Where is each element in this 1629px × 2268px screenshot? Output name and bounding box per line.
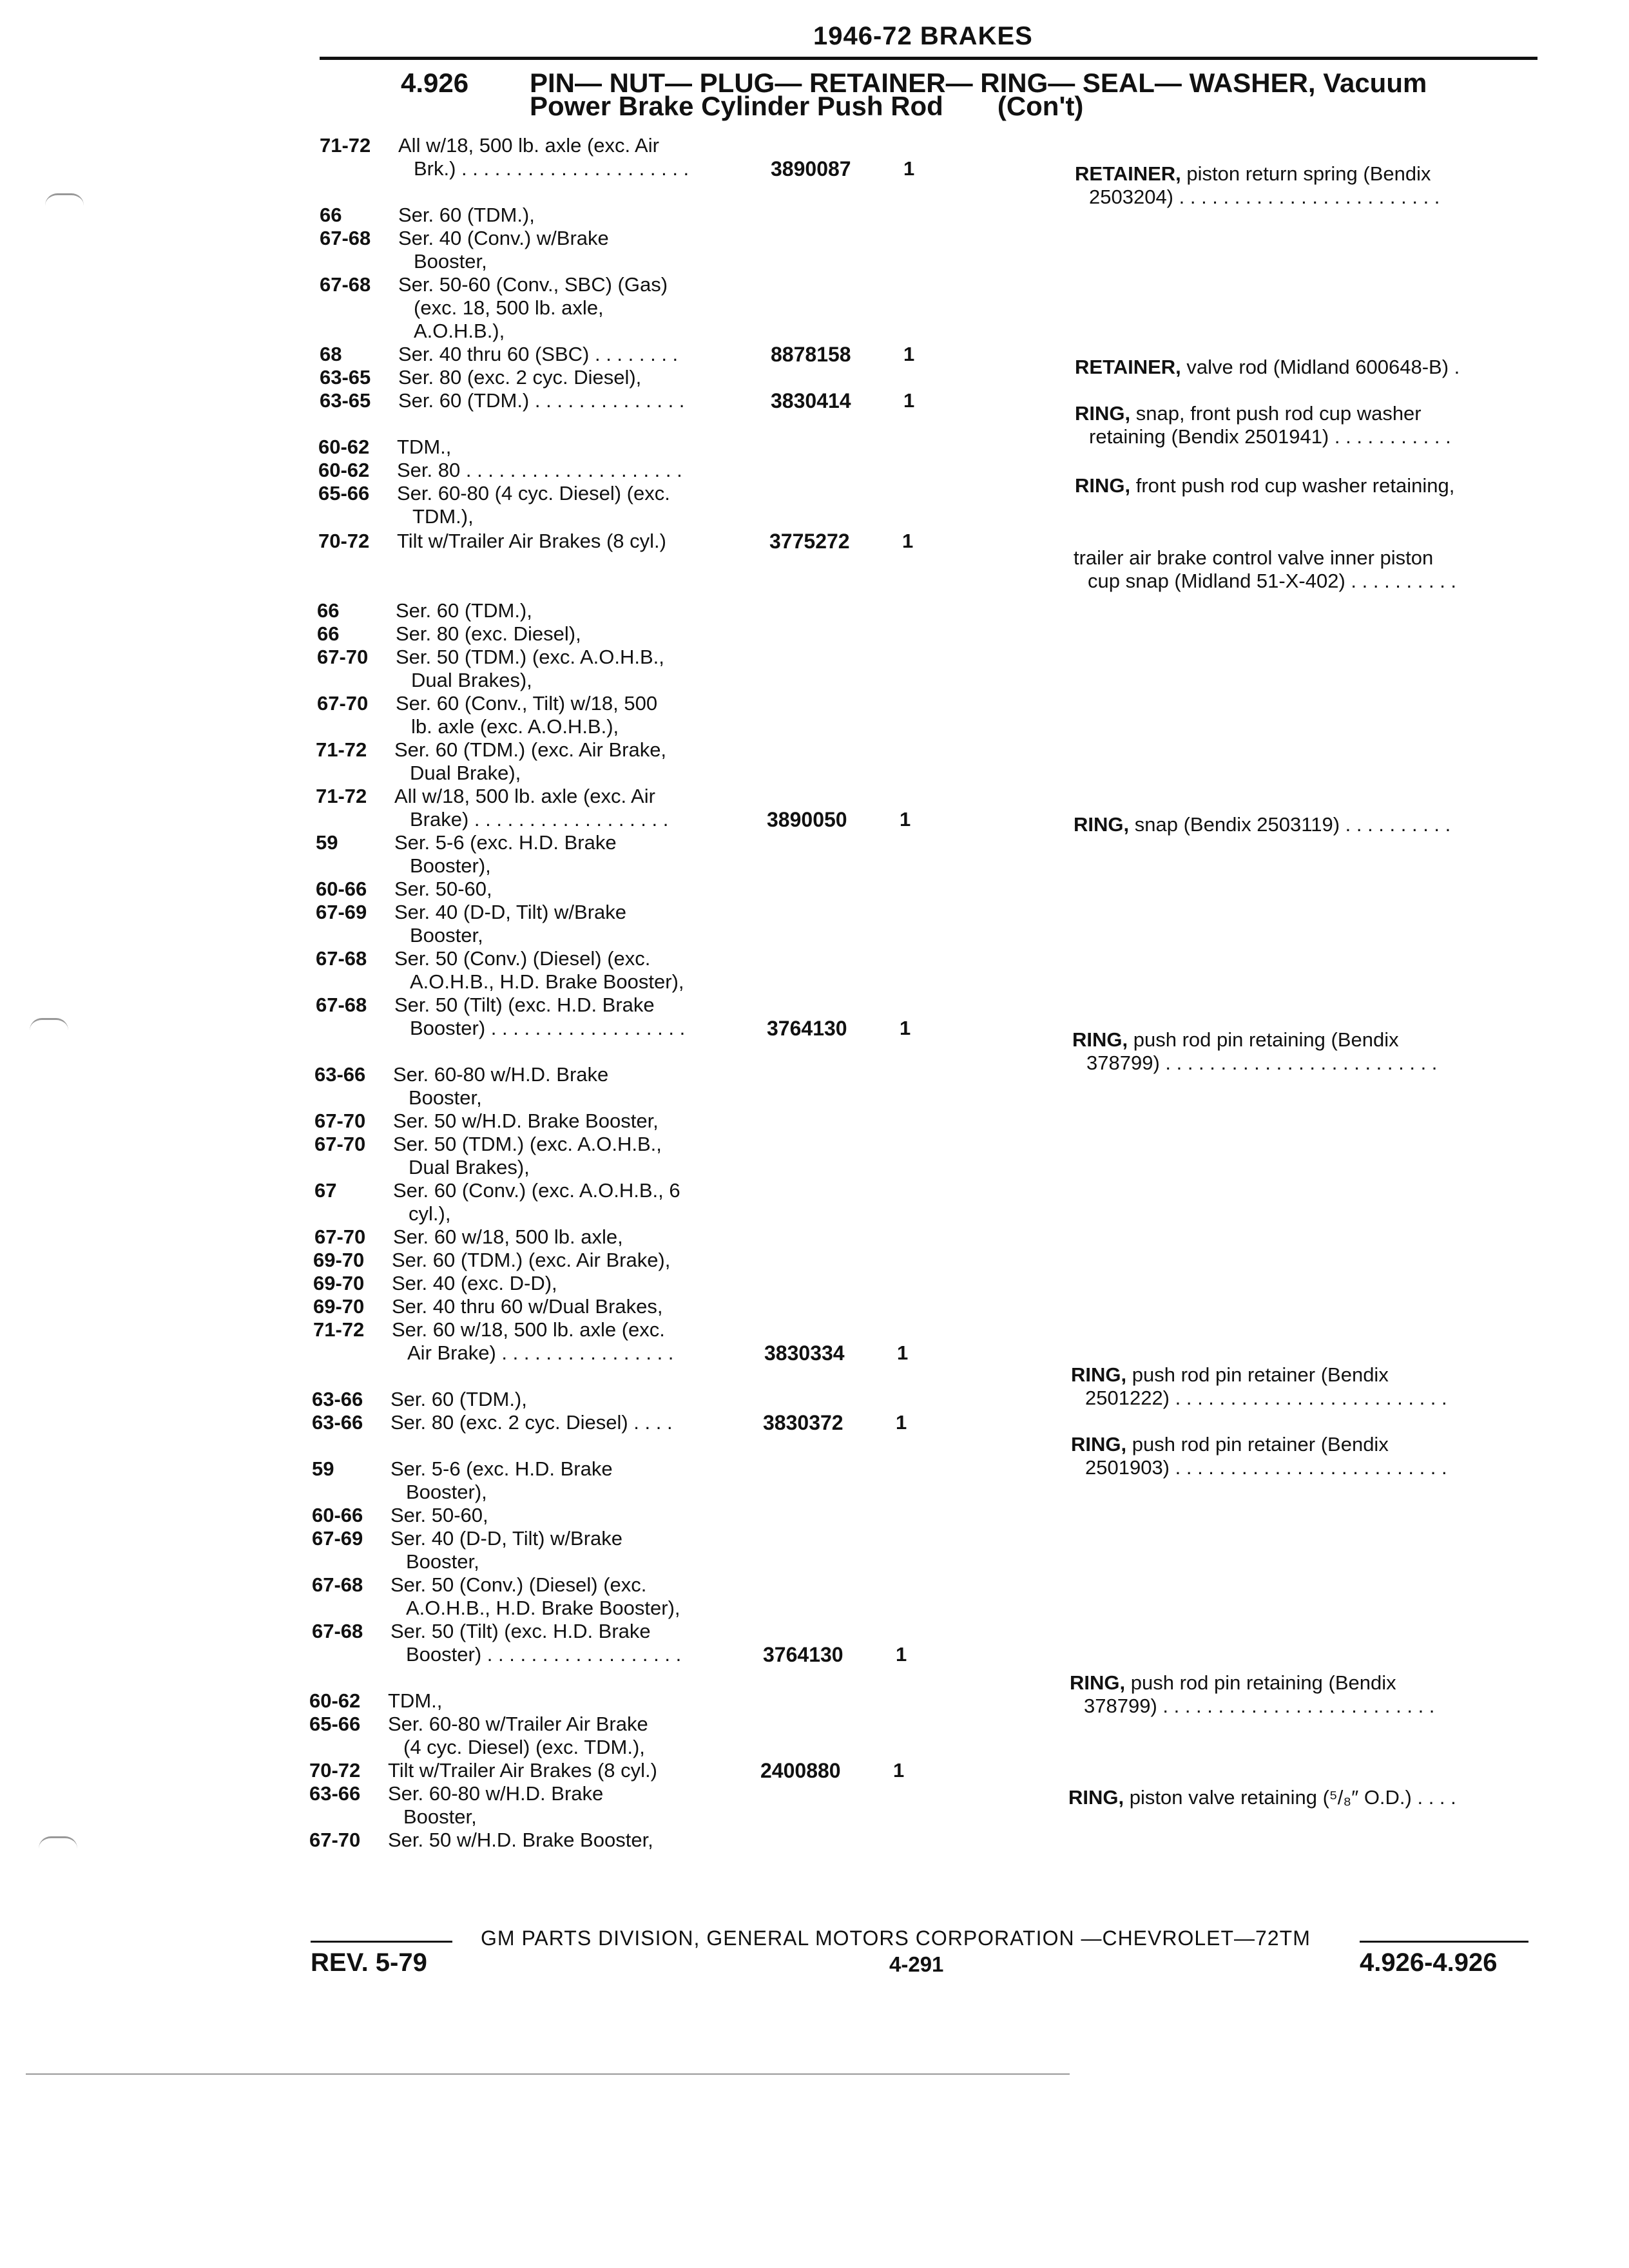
application-description [390, 1504, 488, 1527]
scan-artifact-line [26, 2073, 1070, 2075]
part-description-line: 378799) . . . . . . . . . . . . . . . . . . . . . . . . . [1086, 1052, 1438, 1074]
application-description [394, 785, 668, 831]
application-description [390, 1457, 613, 1504]
application-description-line: Ser. 40 (Conv.) w/Brake [398, 227, 609, 249]
application-description [388, 1782, 603, 1829]
application-description-line: (4 cyc. Diesel) (exc. TDM.), [403, 1736, 645, 1758]
part-description-first-line [1068, 1786, 1456, 1809]
application-description-line: Ser. 40 (D-D, Tilt) w/Brake [394, 901, 627, 923]
application-description [390, 1527, 622, 1573]
part-name: RING, [1070, 1671, 1126, 1694]
application-description [393, 1063, 608, 1110]
part-description-line: snap, front push rod cup washer [1135, 402, 1422, 425]
application-description-line: All w/18, 500 lb. axle (exc. Air [394, 785, 655, 807]
section-range: 4.926-4.926 [1360, 1948, 1498, 1977]
model-years: 67-68 [312, 1573, 363, 1596]
application-description-line: Ser. 60 (TDM.) (exc. Air Brake, [394, 738, 667, 761]
part-description-line: 2503204) . . . . . . . . . . . . . . . . . . . . . . . . [1089, 186, 1440, 208]
part-description [1075, 474, 1454, 497]
application-description-line: Ser. 80 (exc. 2 cyc. Diesel), [398, 366, 642, 389]
model-years: 59 [316, 831, 338, 854]
model-years: 67-68 [316, 947, 367, 970]
application-description-line: Air Brake) . . . . . . . . . . . . . . . . [407, 1341, 674, 1364]
application-description-line: Booster, [410, 924, 483, 947]
model-years: 63-65 [320, 366, 371, 389]
application-description [398, 366, 641, 389]
part-description-line: push rod pin retainer (Bendix [1132, 1433, 1389, 1456]
part-number: 3890087 [771, 157, 851, 180]
quantity: 1 [903, 389, 915, 412]
model-years: 67-70 [314, 1225, 366, 1248]
application-description-line: Ser. 50 (Conv.) (Diesel) (exc. [390, 1573, 647, 1596]
part-description-line: trailer air brake control valve inner piston [1074, 546, 1434, 569]
application-description-line: Ser. 60 w/18, 500 lb. axle, [393, 1225, 623, 1248]
application-description-line: Ser. 60 (TDM.) (exc. Air Brake), [392, 1249, 671, 1271]
part-description-line: piston return spring (Bendix [1186, 162, 1431, 185]
part-description-first-line [1074, 813, 1451, 836]
footer-organization: GM PARTS DIVISION, GENERAL MOTORS CORPORATION —CHEVROLET—72TM [481, 1927, 1311, 1950]
application-description-line: Ser. 80 (exc. Diesel), [396, 622, 581, 645]
application-description [394, 901, 626, 947]
part-description-first-line [1075, 162, 1440, 186]
application-description-line: Ser. 80 . . . . . . . . . . . . . . . . . . . . [397, 459, 682, 481]
model-years: 63-66 [314, 1063, 366, 1086]
scan-artifact-mark [30, 1018, 68, 1030]
part-number: 3775272 [769, 530, 850, 553]
part-description [1075, 162, 1440, 209]
part-number: 3830414 [771, 389, 851, 412]
part-description [1070, 1671, 1434, 1718]
application-description [396, 622, 581, 646]
application-description-line: Dual Brakes), [411, 669, 532, 691]
model-years: 63-66 [309, 1782, 361, 1805]
application-description-line: Ser. 60-80 w/Trailer Air Brake [388, 1713, 648, 1735]
application-description-line: Ser. 40 (D-D, Tilt) w/Brake [390, 1527, 623, 1550]
application-description [398, 204, 535, 227]
model-years: 69-70 [313, 1249, 365, 1271]
application-description-line: Booster), [406, 1481, 487, 1503]
application-description-line: Ser. 50-60 (Conv., SBC) (Gas) [398, 273, 668, 296]
application-description-line: Ser. 80 (exc. 2 cyc. Diesel) . . . . [390, 1411, 673, 1434]
application-description-line: Dual Brakes), [409, 1156, 530, 1178]
part-description-first-line [1072, 1028, 1437, 1052]
application-description-line: Booster), [410, 854, 491, 877]
application-description [398, 273, 668, 343]
quantity: 1 [902, 530, 914, 552]
scan-artifact-mark [45, 193, 84, 206]
application-description-line: Ser. 60-80 (4 cyc. Diesel) (exc. [397, 482, 670, 505]
model-years: 67 [314, 1179, 337, 1202]
application-description-line: Dual Brake), [410, 762, 521, 784]
application-description-line: TDM., [397, 436, 452, 458]
part-description [1068, 1786, 1456, 1809]
part-description [1074, 546, 1456, 593]
model-years: 67-70 [314, 1133, 366, 1155]
part-description-first-line [1071, 1433, 1447, 1456]
model-years: 60-66 [316, 878, 367, 900]
model-years: 67-68 [316, 994, 367, 1016]
application-description [392, 1295, 662, 1318]
section-number: 4.926 [401, 68, 469, 98]
application-description-line: Booster) . . . . . . . . . . . . . . . . . . [410, 1017, 686, 1039]
part-description [1075, 356, 1460, 379]
model-years: 71-72 [313, 1318, 365, 1341]
application-description [392, 1318, 673, 1365]
part-description-line: snap (Bendix 2503119) . . . . . . . . . . [1134, 813, 1451, 836]
application-description-line: Booster) . . . . . . . . . . . . . . . . . . [406, 1643, 682, 1666]
quantity: 1 [897, 1341, 909, 1364]
application-description-line: (exc. 18, 500 lb. axle, [414, 296, 604, 319]
part-description-line: valve rod (Midland 600648-B) . [1186, 356, 1460, 378]
application-description [397, 459, 682, 482]
application-description [390, 1573, 680, 1620]
model-years: 67-70 [314, 1110, 366, 1132]
model-years: 65-66 [318, 482, 370, 505]
part-description-line: push rod pin retainer (Bendix [1132, 1363, 1389, 1386]
quantity: 1 [900, 1017, 911, 1039]
application-description [390, 1388, 527, 1411]
footer-rule-right [1360, 1941, 1528, 1943]
application-description-line: cyl.), [409, 1202, 451, 1225]
model-years: 63-66 [312, 1388, 363, 1410]
application-description [396, 646, 664, 692]
part-description-first-line [1071, 1363, 1447, 1387]
application-description-line: All w/18, 500 lb. axle (exc. Air [398, 134, 659, 157]
application-description-line: Ser. 50 (Tilt) (exc. H.D. Brake [390, 1620, 651, 1642]
application-description-line: Ser. 5-6 (exc. H.D. Brake [394, 831, 617, 854]
part-description-first-line [1075, 402, 1451, 425]
application-description-line: Booster, [409, 1086, 482, 1109]
model-years: 66 [317, 599, 340, 622]
part-description-line: front push rod cup washer retaining, [1135, 474, 1455, 497]
application-description [398, 134, 689, 180]
model-years: 69-70 [313, 1295, 365, 1318]
application-description-line: Ser. 60 (TDM.), [398, 204, 535, 226]
application-description-line: Ser. 50-60, [390, 1504, 488, 1526]
part-description [1071, 1433, 1447, 1479]
application-description-line: Ser. 50 w/H.D. Brake Booster, [388, 1829, 653, 1851]
application-description-line: Booster, [414, 250, 487, 273]
running-head: 1946-72 BRAKES [813, 22, 1033, 50]
part-name: RING, [1071, 1433, 1127, 1456]
model-years: 67-70 [317, 646, 369, 668]
application-description-line: Ser. 60-80 w/H.D. Brake [388, 1782, 604, 1805]
application-description-line: Brk.) . . . . . . . . . . . . . . . . . . . . . [414, 157, 689, 180]
scan-artifact-mark [39, 1836, 77, 1849]
application-description [394, 947, 684, 994]
part-description-line: push rod pin retaining (Bendix [1133, 1028, 1399, 1051]
model-years: 63-65 [320, 389, 371, 412]
part-name: RING, [1075, 402, 1131, 425]
part-number: 8878158 [771, 343, 851, 366]
model-years: 60-66 [312, 1504, 363, 1526]
part-number: 3764130 [763, 1643, 843, 1666]
model-years: 71-72 [316, 738, 367, 761]
application-description [396, 692, 657, 738]
part-description-line: push rod pin retaining (Bendix [1130, 1671, 1396, 1694]
application-description-line: Ser. 60 (Conv.) (exc. A.O.H.B., 6 [393, 1179, 680, 1202]
part-number: 2400880 [760, 1759, 841, 1782]
application-description-line: Brake) . . . . . . . . . . . . . . . . . . [410, 808, 669, 831]
model-years: 68 [320, 343, 342, 365]
section-title-line-2: Power Brake Cylinder Push Rod (Con't) [530, 91, 1084, 121]
model-years: 71-72 [320, 134, 371, 157]
application-description [392, 1249, 670, 1272]
application-description-line: Ser. 50 (Tilt) (exc. H.D. Brake [394, 994, 655, 1016]
model-years: 60-62 [318, 436, 370, 458]
part-description-first-line [1075, 474, 1454, 497]
model-years: 60-62 [318, 459, 370, 481]
application-description-line: Ser. 50 (TDM.) (exc. A.O.H.B., [396, 646, 664, 668]
application-description-line: Ser. 60 (TDM.), [390, 1388, 527, 1410]
application-description-line: Ser. 60 (TDM.) . . . . . . . . . . . . . . [398, 389, 685, 412]
part-description [1072, 1028, 1437, 1075]
quantity: 1 [896, 1643, 907, 1666]
application-description [390, 1620, 681, 1666]
application-description [392, 1272, 557, 1295]
application-description [397, 530, 666, 553]
application-description-line: Ser. 60 (TDM.), [396, 599, 532, 622]
model-years: 67-68 [320, 227, 371, 249]
application-description-line: Ser. 40 (exc. D-D), [392, 1272, 557, 1294]
application-description [388, 1829, 653, 1852]
part-name: RING, [1068, 1786, 1124, 1809]
part-number: 3890050 [767, 808, 847, 831]
application-description [388, 1713, 648, 1759]
model-years: 70-72 [318, 530, 370, 552]
footer-rule-left [311, 1941, 452, 1943]
part-description-line: 378799) . . . . . . . . . . . . . . . . . . . . . . . . . [1084, 1695, 1435, 1717]
application-description-line: Ser. 40 thru 60 w/Dual Brakes, [392, 1295, 663, 1318]
section-title-line-1: PIN— NUT— PLUG— RETAINER— RING— SEAL— WASHER, Vacuum [530, 68, 1427, 98]
application-description-line: A.O.H.B.), [414, 320, 505, 342]
quantity: 1 [893, 1759, 905, 1782]
model-years: 66 [317, 622, 340, 645]
application-description [393, 1133, 662, 1179]
application-description-line: Ser. 50-60, [394, 878, 492, 900]
application-description [393, 1110, 659, 1133]
part-description-first-line [1075, 356, 1460, 379]
application-description-line: Tilt w/Trailer Air Brakes (8 cyl.) [388, 1759, 657, 1782]
application-description-line: Booster, [406, 1550, 479, 1573]
application-description [390, 1411, 673, 1434]
part-name: RING, [1075, 474, 1131, 497]
part-name: RING, [1074, 813, 1130, 836]
part-description-line: 2501903) . . . . . . . . . . . . . . . . . . . . . . . . . [1085, 1456, 1447, 1479]
quantity: 1 [903, 157, 915, 180]
application-description-line: TDM., [388, 1689, 443, 1712]
quantity: 1 [900, 808, 911, 831]
part-number: 3830334 [764, 1341, 845, 1365]
model-years: 67-70 [317, 692, 369, 715]
application-description [394, 831, 617, 878]
part-description-line: piston valve retaining (⁵/₈″ O.D.) . . . . [1129, 1786, 1456, 1809]
model-years: 67-68 [320, 273, 371, 296]
model-years: 63-66 [312, 1411, 363, 1434]
application-description-line: Ser. 60 w/18, 500 lb. axle (exc. [392, 1318, 665, 1341]
application-description-line: lb. axle (exc. A.O.H.B.), [411, 715, 619, 738]
part-description-line: 2501222) . . . . . . . . . . . . . . . . . . . . . . . . . [1085, 1387, 1447, 1409]
model-years: 69-70 [313, 1272, 365, 1294]
model-years: 71-72 [316, 785, 367, 807]
part-description [1071, 1363, 1447, 1410]
model-years: 67-69 [312, 1527, 363, 1550]
part-description [1075, 402, 1451, 448]
application-description-line: Tilt w/Trailer Air Brakes (8 cyl.) [397, 530, 666, 552]
application-description [388, 1759, 657, 1782]
application-description [398, 343, 678, 366]
application-description-line: A.O.H.B., H.D. Brake Booster), [410, 970, 684, 993]
quantity: 1 [896, 1411, 907, 1434]
application-description [397, 482, 670, 528]
model-years: 70-72 [309, 1759, 361, 1782]
application-description [393, 1225, 623, 1249]
quantity: 1 [903, 343, 915, 365]
part-description-line: retaining (Bendix 2501941) . . . . . . . . . . . [1089, 425, 1451, 448]
model-years: 67-70 [309, 1829, 361, 1851]
application-description-line: Ser. 50 (Conv.) (Diesel) (exc. [394, 947, 651, 970]
application-description-line: TDM.), [412, 505, 474, 528]
application-description [397, 436, 451, 459]
application-description-line: Ser. 60 (Conv., Tilt) w/18, 500 [396, 692, 658, 715]
application-description [398, 227, 609, 273]
application-description-line: Ser. 40 thru 60 (SBC) . . . . . . . . [398, 343, 679, 365]
application-description [394, 878, 492, 901]
application-description [398, 389, 684, 412]
revision-label: REV. 5-79 [311, 1948, 427, 1977]
model-years: 59 [312, 1457, 334, 1480]
part-name: RING, [1072, 1028, 1128, 1051]
page-number: 4-291 [889, 1952, 944, 1976]
part-description-first-line [1070, 1671, 1434, 1695]
part-name: RETAINER, [1075, 162, 1181, 185]
part-description-line: cup snap (Midland 51-X-402) . . . . . . . . . . [1088, 570, 1457, 592]
header-rule [320, 57, 1537, 60]
application-description [394, 738, 666, 785]
part-number: 3830372 [763, 1411, 843, 1434]
application-description [393, 1179, 680, 1225]
application-description-line: A.O.H.B., H.D. Brake Booster), [406, 1597, 680, 1619]
application-description-line: Ser. 60-80 w/H.D. Brake [393, 1063, 609, 1086]
application-description [394, 994, 685, 1040]
model-years: 67-68 [312, 1620, 363, 1642]
application-description [388, 1689, 442, 1713]
part-description [1074, 813, 1451, 836]
part-number: 3764130 [767, 1017, 847, 1040]
application-description-line: Ser. 50 (TDM.) (exc. A.O.H.B., [393, 1133, 662, 1155]
model-years: 60-62 [309, 1689, 361, 1712]
application-description-line: Ser. 50 w/H.D. Brake Booster, [393, 1110, 659, 1132]
model-years: 67-69 [316, 901, 367, 923]
part-name: RING, [1071, 1363, 1127, 1386]
part-name: RETAINER, [1075, 356, 1181, 378]
application-description-line: Booster, [403, 1805, 477, 1828]
application-description-line: Ser. 5-6 (exc. H.D. Brake [390, 1457, 613, 1480]
model-years: 65-66 [309, 1713, 361, 1735]
model-years: 66 [320, 204, 342, 226]
application-description [396, 599, 532, 622]
